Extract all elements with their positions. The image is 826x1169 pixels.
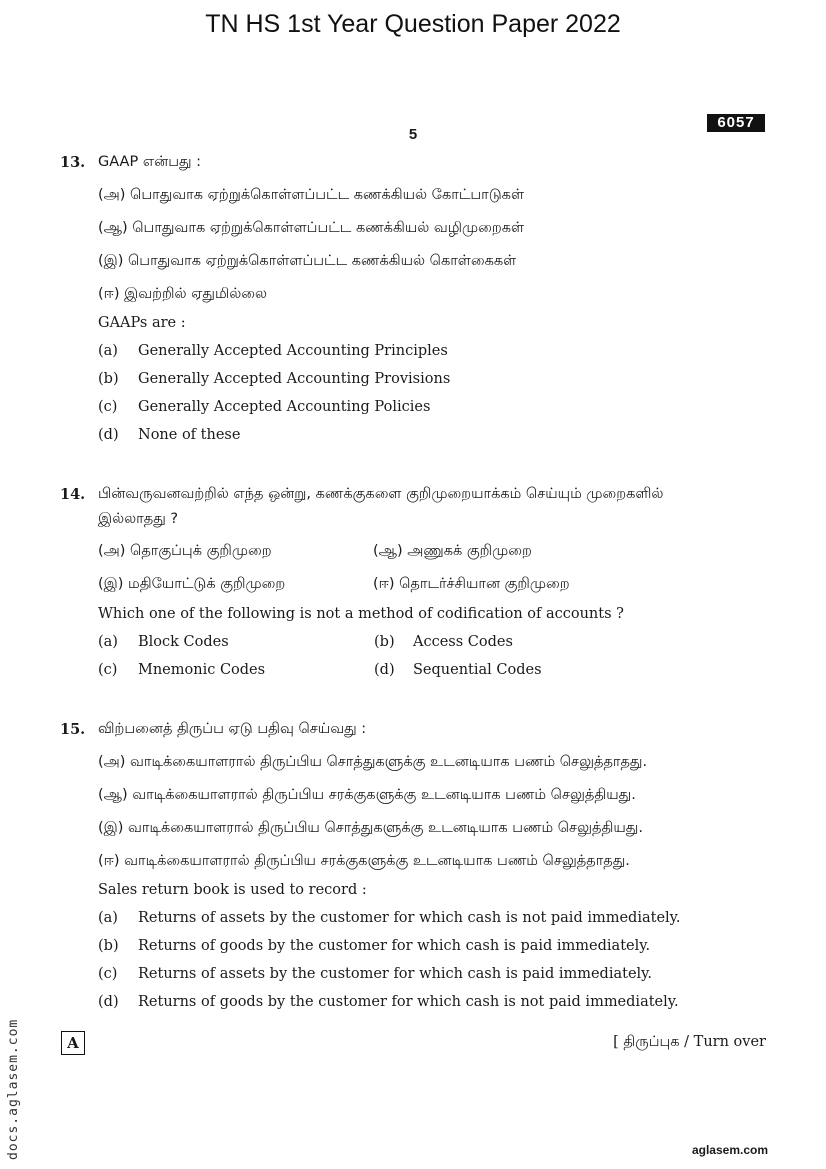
question-14-tamil-option: (அ) தொகுப்புக் குறிமுறை <box>98 543 272 559</box>
option-text: Returns of goods by the customer for which cash is not paid immediately. <box>138 994 679 1010</box>
option-text: Sequential Codes <box>413 662 542 678</box>
question-15-english: Sales return book is used to record : <box>98 882 367 898</box>
option-text: Generally Accepted Accounting Policies <box>138 399 431 415</box>
turn-over-note: [ திருப்புக / Turn over <box>613 1034 766 1050</box>
question-13-tamil-option: (அ) பொதுவாக ஏற்றுக்கொள்ளப்பட்ட கணக்கியல் கோட்பாடுகள் <box>98 187 525 203</box>
watermark: docs.aglasem.com <box>6 1018 21 1160</box>
question-13-tamil-option: (ஈ) இவற்றில் ஏதுமில்லை <box>98 286 268 302</box>
option-letter: (c) <box>98 399 118 415</box>
option-letter: (d) <box>374 662 395 678</box>
question-13-tamil-option: (ஆ) பொதுவாக ஏற்றுக்கொள்ளப்பட்ட கணக்கியல் வழிமுறைகள் <box>98 220 525 236</box>
question-14-tamil: பின்வருவனவற்றில் எந்த ஒன்று, கணக்குகளை குறிமுறையாக்கம் செய்யும் முறைகளில் <box>98 486 664 502</box>
question-14-tamil-option: (ஈ) தொடர்ச்சியான குறிமுறை <box>373 576 570 592</box>
question-15-tamil-option: (ஆ) வாடிக்கையாளரால் திருப்பிய சரக்குகளுக்கு உடனடியாக பணம் செலுத்தியது. <box>98 787 636 803</box>
question-13-tamil: GAAP என்பது : <box>98 154 202 170</box>
option-letter: (c) <box>98 662 118 678</box>
option-letter: (a) <box>98 910 118 926</box>
question-13-english: GAAPs are : <box>98 315 186 331</box>
option-text: Returns of assets by the customer for which cash is not paid immediately. <box>138 910 681 926</box>
page-title: TN HS 1st Year Question Paper 2022 <box>205 10 621 38</box>
question-13-number: 13. <box>60 154 86 171</box>
question-14-english: Which one of the following is not a method of codification of accounts ? <box>98 606 624 622</box>
page-number: 5 <box>408 126 418 143</box>
question-15-tamil-option: (ஈ) வாடிக்கையாளரால் திருப்பிய சரக்குகளுக்கு உடனடியாக பணம் செலுத்தாதது. <box>98 853 630 869</box>
option-letter: (b) <box>98 371 119 387</box>
question-15-tamil: விற்பனைத் திருப்ப ஏடு பதிவு செய்வது : <box>98 721 367 737</box>
site-name: aglasem.com <box>691 1143 768 1157</box>
series-box: A <box>61 1031 85 1055</box>
option-letter: (b) <box>374 634 395 650</box>
option-text: Generally Accepted Accounting Principles <box>138 343 448 359</box>
option-letter: (d) <box>98 427 119 443</box>
question-15-tamil-option: (இ) வாடிக்கையாளரால் திருப்பிய சொத்துகளுக்கு உடனடியாக பணம் செலுத்தியது. <box>98 820 643 836</box>
option-text: Generally Accepted Accounting Provisions <box>138 371 451 387</box>
question-15-tamil-option: (அ) வாடிக்கையாளரால் திருப்பிய சொத்துகளுக்கு உடனடியாக பணம் செலுத்தாதது. <box>98 754 648 770</box>
option-letter: (c) <box>98 966 118 982</box>
option-text: Mnemonic Codes <box>138 662 266 678</box>
option-text: Returns of assets by the customer for which cash is paid immediately. <box>138 966 653 982</box>
option-text: None of these <box>138 427 241 443</box>
question-15-number: 15. <box>60 721 86 738</box>
question-13-tamil-option: (இ) பொதுவாக ஏற்றுக்கொள்ளப்பட்ட கணக்கியல் கொள்கைகள் <box>98 253 517 269</box>
question-14-number: 14. <box>60 486 86 503</box>
option-text: Access Codes <box>413 634 513 650</box>
paper-code-badge: 6057 <box>707 114 765 132</box>
question-14-tamil-option: (இ) மதியோட்டுக் குறிமுறை <box>98 576 286 592</box>
option-letter: (b) <box>98 938 119 954</box>
option-text: Returns of goods by the customer for which cash is paid immediately. <box>138 938 651 954</box>
option-text: Block Codes <box>138 634 229 650</box>
question-14-tamil-option: (ஆ) அணுகக் குறிமுறை <box>373 543 532 559</box>
question-14-tamil: இல்லாதது ? <box>98 511 179 527</box>
option-letter: (d) <box>98 994 119 1010</box>
option-letter: (a) <box>98 343 118 359</box>
option-letter: (a) <box>98 634 118 650</box>
